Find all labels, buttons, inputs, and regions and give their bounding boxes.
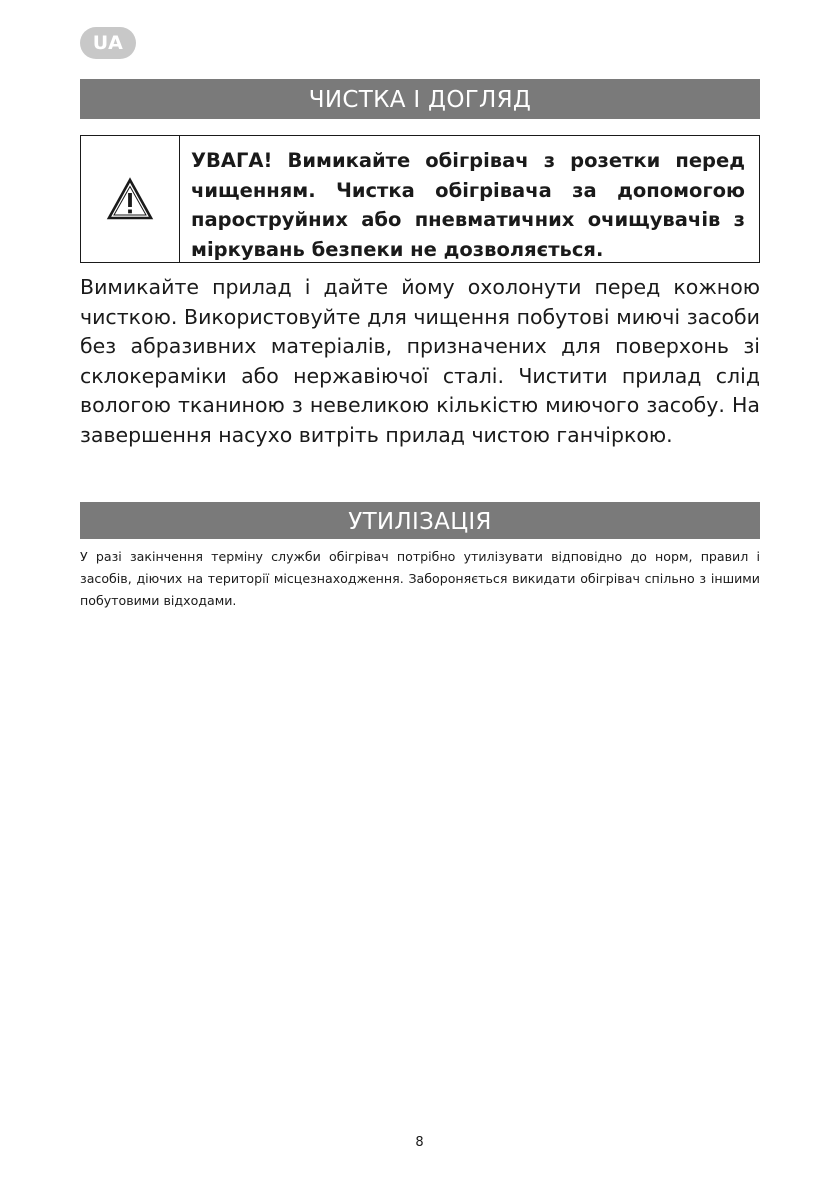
warning-triangle-icon: [106, 177, 154, 221]
cleaning-section-title: ЧИСТКА І ДОГЛЯД: [80, 79, 760, 119]
disposal-instructions: У разі закінчення терміну служби обігрівач потрібно утилізувати відповідно до норм, правил і засобів, діючих на території місцезнаходження. Забороняється викидати обігрівач спільно з іншими побутовими відходами.: [80, 549, 760, 608]
disposal-section-title: УТИЛІЗАЦІЯ: [80, 502, 760, 539]
cleaning-instructions: Вимикайте прилад і дайте йому охолонути перед кожною чисткою. Використовуйте для чищення побутові миючі засоби без абразивних матеріалів, призначених для поверхонь зі склокераміки або нержавіючої сталі. Чистити прилад слід вологою тканиною з невеликою кількістю миючого засобу. На завершення насухо витріть прилад чистою ганчіркою.: [80, 275, 760, 447]
page-number: 8: [415, 1135, 424, 1150]
warning-box: [80, 135, 760, 263]
warning-text: УВАГА! Вимикайте обігрівач з розетки перед чищенням. Чистка обігрівача за допомогою пароструйних або пневматичних очищувачів з міркувань безпеки не дозволяється.: [191, 149, 745, 261]
language-badge: UA: [80, 27, 136, 59]
warning-icon-cell: [81, 136, 180, 262]
